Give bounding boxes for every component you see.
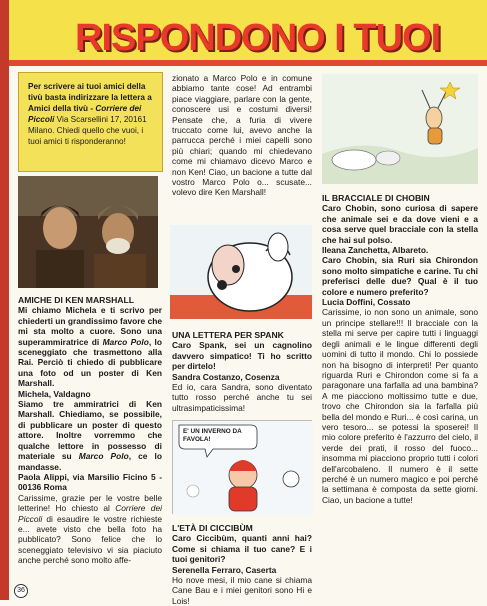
spank-section — [172, 330, 312, 418]
letter-ileana: Caro Chobin, sono curiosa di sapere che animale sei e da dove vieni e a cosa serve quel braccialе con la stella che hai sul polso. — [322, 203, 478, 245]
spank-illustration — [170, 225, 312, 319]
ken-marshall-photo — [18, 176, 158, 288]
answer-ciccibum: Ho nove mesi, il mio cane si chiama Cane Bau e i miei genitori sono Hi e Lois! — [172, 575, 312, 606]
info-text-a: Per scrivere ai tuoi amici della tivù basta indirizzare la lettera a Amici della tivù - — [28, 82, 152, 113]
signature-lucia: Lucia Doffini, Cossato — [322, 297, 411, 308]
title-banner — [9, 0, 487, 66]
column-2-continuation — [172, 73, 312, 223]
heading-chobin: IL BRACCIALE DI CHOBIN — [322, 193, 430, 203]
letter-three-fans: Siamo tre ammiratrici di Ken Marshall. Chiediamo, se possibile, di pubblicare un poster di questo attore. Inoltre vorremmo che qualche lettore in possesso di materiale su Marco Polo, ce lo mandasse. — [18, 399, 162, 472]
title-underline — [9, 60, 487, 66]
letter-sandra: Caro Spank, sei un cagnolino davvero simpatico! Ti ho scritto per dirtelo! — [172, 340, 312, 372]
photo-illustration — [18, 176, 158, 288]
ciccibum-section — [172, 523, 312, 606]
chobin-illustration — [322, 74, 478, 184]
signature-ileana: Ileana Zanchetta, Albareto. — [322, 245, 429, 256]
letter-michela: Mi chiamo Michela e ti scrivo per chiederti un grandissimo favore che mi sta molto a cuore. Sono una superammiratrice di Marco Polo, lo sceneggiato che trasmettono alla Rai. Perciò ti chiedo di pubblicare una foto od un poster di Ken Marshall. — [18, 305, 162, 389]
signature-michela: Michela, Valdagno — [18, 388, 91, 399]
signature-serenella: Serenella Ferraro, Caserta — [172, 564, 277, 575]
page-title: RISPONDONO I TUOI — [75, 17, 441, 59]
info-box — [18, 72, 163, 172]
answer-ken-continued: zionato a Marco Polo e in comune abbiamo tante cose! Ad entrambi piace viaggiare, parlare con la gente, conoscere usi e costumi diversi! Pensate che, a furia di vivere truccato come lui, avevo anche la parrucca perché i miei capelli sono più chiari; quando mi chiedevano come mi chiamavo dicevo Marco e non Ken! Ciao, un bacione a tutte dal vostro Marco Polo o... scusate... volevo dire Ken Marshall! — [172, 73, 312, 198]
answer-ken: Carissime, grazie per le vostre belle letterine! Ho chiesto al Corriere dei Piccoli di esaudire le vostre richieste e... avete visto che bella foto ha pubblicato? Sono felice che lo sceneggiato televisivo vi sia piaciuto anche perché sono molto affe- — [18, 492, 162, 566]
letter-serenella: Caro Ciccibùm, quanti anni hai? Come si chiama il tuo cane? E i tuoi genitori? — [172, 533, 312, 565]
chobin-drawing — [322, 74, 478, 184]
info-paper-name: Corriere dei Piccoli — [28, 104, 142, 124]
chobin-section — [322, 193, 478, 588]
heading-amiche: AMICHE DI KEN MARSHALL — [18, 295, 135, 305]
spank-dog-drawing — [170, 225, 312, 319]
heading-spank: UNA LETTERA PER SPANK — [172, 330, 284, 340]
info-text-b: Via Scarsellini 17, 20161 Milano. Chiedi quello che vuoi, i tuoi amici ti risponderanno! — [28, 115, 147, 146]
speech-balloon-text: E' UN INVERNO DA FAVOLA! — [183, 428, 242, 443]
heading-ciccibum: L'ETÀ DI CICCIBÙM — [172, 523, 253, 533]
letter-lucia: Caro Chobin, sia Ruri sia Chirondon sono molto simpatiche e carine. Tu chi preferisci delle due? Qual è il tuo colore e numero preferito? — [322, 255, 478, 297]
answer-spank: Ed io, cara Sandra, sono diventato tutto rosso perché anche tu sei ultrasimpaticissima! — [172, 382, 312, 413]
signature-paola: Paola Alippi, via Marsilio Ficino 5 - 00136 Roma — [18, 471, 162, 493]
ciccibum-illustration — [172, 420, 312, 514]
signature-sandra: Sandra Costanzo, Cosenza — [172, 371, 280, 382]
left-red-strip — [0, 0, 9, 600]
answer-chobin: Carissime, io non sono un animale, sono un principe stellare!!! Il bracciale con la stella mi serve per capire tutti i linguaggi degli animali e le lingue differenti degli uomini di tutto il mondo. Chi lo possiede non ha bisogno di interpreti! Per quanto riguarda Ruri e Chirondon come si fa a paragonare una farfalla ad una bambina? A me piacciono moltissimo tutte e due, trovo che Chirondon sia la farfalla più bella del mondo e Ruri... è così carina, un vero tesoro... se potessi la sposerei! Il mio colore preferito è l'azzurro del cielo, il verde dei prati, il rosso del fuoco... insomma mi piacciono proprio tutti i colori dell'arcobaleno. Il numero è il sette perché è un numero magico e poi perché la settimana è composta da sette giorni. Ciao, un bacione a tutte! — [322, 307, 478, 505]
page-number: 36 — [14, 584, 28, 598]
column-1-text — [18, 295, 162, 585]
